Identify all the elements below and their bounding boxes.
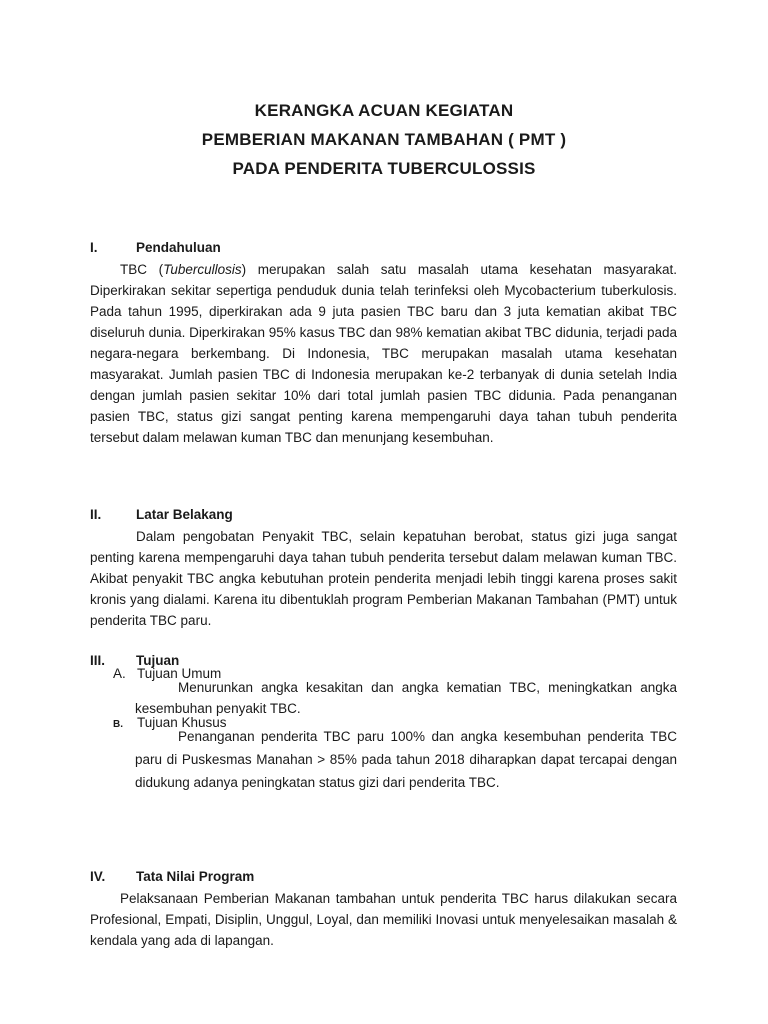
- document-title: [0, 96, 768, 183]
- section-2-number: II.: [90, 507, 102, 522]
- objective-b-mark: B.: [113, 719, 123, 730]
- section-2-title: Latar Belakang: [136, 507, 233, 522]
- section-4-number: IV.: [90, 869, 106, 884]
- objective-a-text: Menurunkan angka kesakitan dan angka kematian TBC, meningkatkan angka kesembuhan penyakit TBC.: [135, 680, 677, 716]
- title-line-2: PEMBERIAN MAKANAN TAMBAHAN ( PMT ): [201, 130, 567, 149]
- section-1-text-pre: TBC (: [120, 262, 164, 277]
- title-line-3: PADA PENDERITA TUBERCULOSSIS: [232, 159, 536, 178]
- objective-a-mark: A.: [113, 666, 126, 681]
- title-line-1: KERANGKA ACUAN KEGIATAN: [254, 101, 514, 120]
- section-4-heading: [90, 869, 254, 884]
- objective-a-title: Tujuan Umum: [137, 666, 222, 681]
- section-1-title: Pendahuluan: [136, 240, 221, 255]
- section-1-text-post: ) merupakan salah satu masalah utama kesehatan masyarakat. Diperkirakan sekitar sepertiga penduduk dunia telah terinfeksi oleh Mycobacterium tuberkulosis. Pada tahun 1995, diperkirakan ada 9 juta pasien TBC baru dan 3 juta kematian akibat TBC diseluruh dunia. Diperkirakan 95% kasus TBC dan 98% kematian akibat TBC didunia, terjadi pada negara-negara berkembang. Di Indonesia, TBC merupakan masalah utama kesehatan masyarakat. Jumlah pasien TBC di Indonesia merupakan ke-2 terbanyak di dunia setelah India dengan jumlah pasien sekitar 10% dari total jumlah pasien TBC didunia. Pada penanganan pasien TBC, status gizi sangat penting karena mempengaruhi daya tahan tubuh penderita tersebut dalam melawan kuman TBC dan menunjang kesembuhan.: [90, 262, 677, 445]
- section-1-heading: [90, 240, 221, 255]
- objective-b-text: Penanganan penderita TBC paru 100% dan angka kesembuhan penderita TBC paru di Puskesmas Manahan > 85% pada tahun 2018 diharapkan dapat tercapai dengan didukung adanya peningkatan status gizi dari penderita TBC.: [135, 729, 677, 790]
- section-4-title: Tata Nilai Program: [136, 869, 255, 884]
- section-4-paragraph: Pelaksanaan Pemberian Makanan tambahan untuk penderita TBC harus dilakukan secara Profesional, Empati, Disiplin, Unggul, Loyal, dan memiliki Inovasi untuk menyelesaikan masalah & kendala yang ada di lapangan.: [90, 891, 677, 948]
- section-2-paragraph: Dalam pengobatan Penyakit TBC, selain kepatuhan berobat, status gizi juga sangat penting karena mempengaruhi daya tahan tubuh penderita tersebut dalam melawan kuman TBC. Akibat penyakit TBC angka kebutuhan protein penderita menjadi lebih tinggi karena proses sakit kronis yang dialami. Karena itu dibentuklah program Pemberian Makanan Tambahan (PMT) untuk penderita TBC paru.: [90, 529, 677, 628]
- section-3-number: III.: [90, 653, 106, 668]
- objective-b-title: Tujuan Khusus: [137, 715, 227, 730]
- section-2-heading: [90, 507, 233, 522]
- section-1-number: I.: [90, 240, 98, 255]
- section-1-text-italic: Tubercullosis: [163, 262, 242, 277]
- section-1-paragraph: [90, 259, 677, 448]
- section-3-title: Tujuan: [136, 653, 180, 668]
